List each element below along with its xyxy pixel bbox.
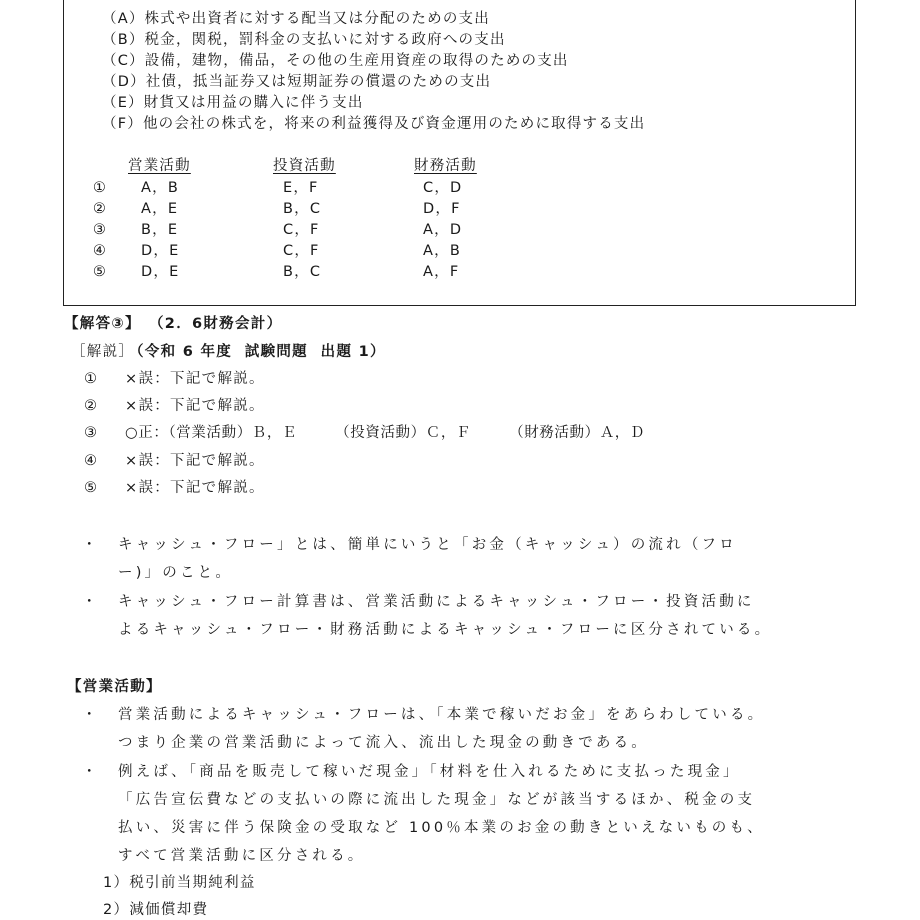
option-financing: D，F bbox=[423, 201, 461, 217]
option-operating: A，B bbox=[141, 180, 179, 196]
choice-b: （B）税金，関税，罰科金の支払いに対する政府への支出 bbox=[102, 32, 506, 48]
choice-a: （A）株式や出資者に対する配当又は分配のための支出 bbox=[102, 11, 490, 27]
option-investing: C，F bbox=[283, 222, 320, 238]
result-text: ×誤：下記で解説。 bbox=[125, 453, 265, 469]
operating-1-line-2: つまり企業の営業活動によって流入、流出した現金の動きである。 bbox=[118, 735, 649, 751]
list-item: 1）税引前当期純利益 bbox=[103, 875, 256, 891]
option-financing: A，D bbox=[423, 222, 463, 238]
result-text: ○正：（営業活動）Ｂ，Ｅ （投資活動）Ｃ，Ｆ （財務活動）Ａ，Ｄ bbox=[125, 425, 645, 441]
choice-c: （C）設備，建物，備品，その他の生産用資産の取得のための支出 bbox=[102, 53, 569, 69]
bullet: ・ bbox=[82, 764, 98, 780]
header-investing: 投資活動 bbox=[273, 158, 336, 174]
option-financing: A，B bbox=[423, 243, 461, 259]
operating-2-line-1: 例えば、「商品を販売して稼いだ現金」「材料を仕入れるために支払った現金」 bbox=[118, 764, 741, 780]
option-operating: B，E bbox=[141, 222, 179, 238]
option-number: ③ bbox=[92, 222, 108, 238]
result-number: ① bbox=[84, 371, 99, 387]
operating-2-line-2: 「広告宣伝費などの支払いの際に流出した現金」などが該当するほか、税金の支 bbox=[118, 792, 756, 808]
option-financing: A，F bbox=[423, 264, 460, 280]
bullet: ・ bbox=[82, 537, 98, 553]
bullet: ・ bbox=[82, 707, 98, 723]
operating-1-line-1: 営業活動によるキャッシュ・フローは、「本業で稼いだお金」をあらわしている。 bbox=[118, 707, 766, 723]
option-number: ② bbox=[92, 201, 108, 217]
operating-2-line-4: すべて営業活動に区分される。 bbox=[118, 848, 366, 864]
option-operating: D，E bbox=[141, 264, 180, 280]
result-number: ⑤ bbox=[84, 480, 99, 496]
option-number: ① bbox=[92, 180, 108, 196]
explanation-label: ［解説］ bbox=[71, 344, 135, 360]
result-text: ×誤：下記で解説。 bbox=[125, 480, 265, 496]
option-investing: B，C bbox=[283, 264, 322, 280]
explanation-source: （令和 6 年度 試験問題 出題 1） bbox=[129, 344, 386, 360]
note-1-line-1: キャッシュ・フロー」とは、簡単にいうと「お金（キャッシュ）の流れ（フロ bbox=[118, 537, 737, 553]
option-financing: C，D bbox=[423, 180, 463, 196]
option-number: ⑤ bbox=[92, 264, 108, 280]
option-operating: D，E bbox=[141, 243, 180, 259]
choice-e: （E）財貨又は用益の購入に伴う支出 bbox=[102, 95, 364, 111]
option-number: ④ bbox=[92, 243, 108, 259]
result-number: ③ bbox=[84, 425, 99, 441]
header-financing: 財務活動 bbox=[414, 158, 477, 174]
option-investing: C，F bbox=[283, 243, 320, 259]
bullet: ・ bbox=[82, 594, 98, 610]
option-operating: A，E bbox=[141, 201, 179, 217]
header-operating: 営業活動 bbox=[128, 158, 191, 174]
operating-heading: 【営業活動】 bbox=[67, 679, 162, 695]
list-item: 2）減価償却費 bbox=[103, 902, 209, 918]
operating-2-line-3: 払い、災害に伴う保険金の受取など 100％本業のお金の動きといえないものも、 bbox=[118, 820, 765, 836]
note-2-line-1: キャッシュ・フロー計算書は、営業活動によるキャッシュ・フロー・投資活動に bbox=[118, 594, 755, 610]
result-number: ② bbox=[84, 398, 99, 414]
option-investing: E，F bbox=[283, 180, 319, 196]
result-text: ×誤：下記で解説。 bbox=[125, 398, 265, 414]
option-investing: B，C bbox=[283, 201, 322, 217]
result-number: ④ bbox=[84, 453, 99, 469]
choice-d: （D）社債，抵当証券又は短期証券の償還のための支出 bbox=[102, 74, 492, 90]
note-1-line-2: ー)」のこと。 bbox=[118, 565, 234, 581]
choice-f: （F）他の会社の株式を，将来の利益獲得及び資金運用のために取得する支出 bbox=[102, 116, 646, 132]
answer-heading: 【解答③】 bbox=[64, 316, 141, 332]
note-2-line-2: よるキャッシュ・フロー・財務活動によるキャッシュ・フローに区分されている。 bbox=[118, 622, 773, 638]
answer-heading-sub: （2．6財務会計） bbox=[149, 316, 283, 332]
result-text: ×誤：下記で解説。 bbox=[125, 371, 265, 387]
